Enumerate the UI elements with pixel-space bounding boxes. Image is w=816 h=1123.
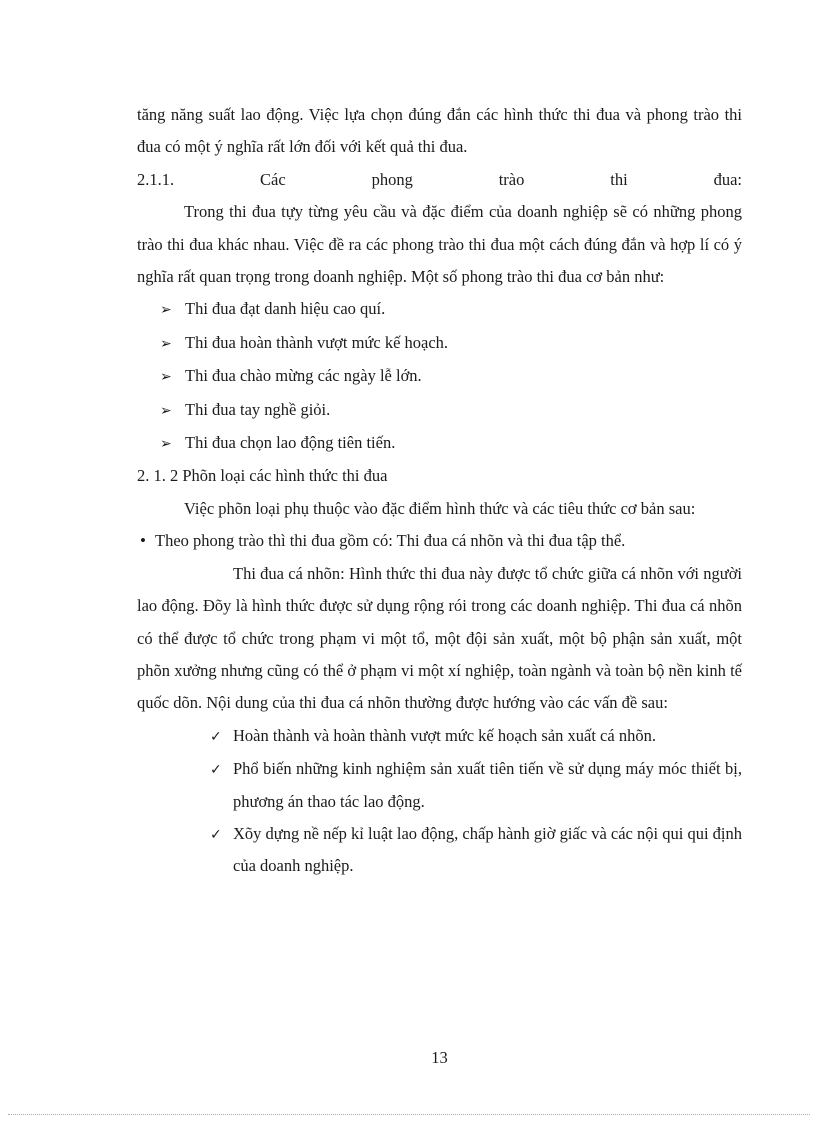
arrow-bullet-icon: ➢ (160, 369, 172, 386)
heading-word: phong (371, 169, 413, 189)
list-item (137, 427, 742, 460)
page-break-dotted-line (8, 1114, 810, 1115)
paragraph-intro: tăng năng suất lao động. Việc lựa chọn đúng đắn các hình thức thi đua và phong trào thi đua có một ý nghĩa rất lớn đối với kết quả thi đua. (137, 105, 742, 157)
document-content (137, 99, 742, 883)
arrow-bullet-icon: ➢ (160, 436, 172, 453)
paragraph-individual: Thi đua cá nhõn: Hình thức thi đua này được tổ chức giữa cá nhõn với người lao động. Đõy là hình thức được sử dụng rộng rói trong các doanh nghiệp. Thi đua cá nhõn có thể được tổ chức trong phạm vi một tổ, một đội sản xuất, một bộ phận sản xuất, một phõn xưởng nhưng cũng có thể ở phạm vi một xí nghiệp, toàn ngành và toàn bộ nền kinh tế quốc dõn. Nội dung của thi đua cá nhõn thường được hướng vào các vấn đề sau: (137, 563, 742, 713)
list-item-text: Thi đua tay nghề giỏi. (185, 399, 331, 419)
paragraph-classify: Việc phõn loại phụ thuộc vào đặc điểm hình thức và các tiêu thức cơ bản sau: (184, 498, 696, 518)
heading-2-1-2: 2. 1. 2 Phõn loại các hình thức thi đua (137, 466, 388, 486)
list-item (137, 327, 742, 360)
bullet-dot-icon: • (140, 531, 146, 551)
list-item (137, 293, 742, 326)
list-item (137, 720, 742, 753)
bullet-list-item (137, 525, 742, 557)
list-item-text: Phổ biến những kinh nghiệm sản xuất tiên tiến về sử dụng máy móc thiết bị, phương án thao tác lao động. (233, 759, 742, 811)
list-item-text: Hoàn thành và hoàn thành vượt mức kế hoạch sản xuất cá nhõn. (233, 725, 656, 745)
heading-2-1-1 (137, 164, 742, 196)
list-item (137, 753, 742, 818)
list-item-text: Thi đua hoàn thành vượt mức kế hoạch. (185, 332, 449, 352)
heading-word: đua: (713, 169, 742, 189)
list-item (137, 818, 742, 883)
list-item (137, 394, 742, 427)
heading-word: 2.1.1. (137, 169, 175, 189)
heading-word: thi (610, 169, 628, 189)
list-item (137, 360, 742, 393)
paragraph-movements: Trong thi đua tựy từng yêu cầu và đặc điểm của doanh nghiệp sẽ có những phong trào thi đua khác nhau. Việc đề ra các phong trào thi đua một cách đúng đắn và hợp lí có ý nghĩa rất quan trọng trong doanh nghiệp. Một số phong trào thi đua cơ bản như: (137, 202, 742, 287)
list-item-text: Thi đua đạt danh hiệu cao quí. (185, 299, 386, 319)
checkmark-icon: ✓ (210, 728, 222, 745)
list-item-text: Xõy dựng nề nếp kỉ luật lao động, chấp hành giờ giấc và các nội qui qui định của doanh nghiệp. (233, 823, 742, 876)
checkmark-icon: ✓ (210, 826, 222, 843)
arrow-bullet-icon: ➢ (160, 335, 172, 352)
checkmark-icon: ✓ (210, 762, 222, 779)
arrow-bullet-icon: ➢ (160, 302, 172, 319)
heading-word: trào (498, 169, 525, 189)
list-item-text: Theo phong trào thì thi đua gồm có: Thi đua cá nhõn và thi đua tập thể. (155, 531, 626, 551)
heading-word: Các (260, 169, 286, 189)
list-item-text: Thi đua chọn lao động tiên tiến. (185, 433, 396, 453)
arrow-bullet-list (137, 293, 742, 460)
list-item-text: Thi đua chào mừng các ngày lễ lớn. (185, 366, 422, 386)
arrow-bullet-icon: ➢ (160, 402, 172, 419)
page-number: 13 (431, 1048, 448, 1067)
check-list (137, 720, 742, 883)
